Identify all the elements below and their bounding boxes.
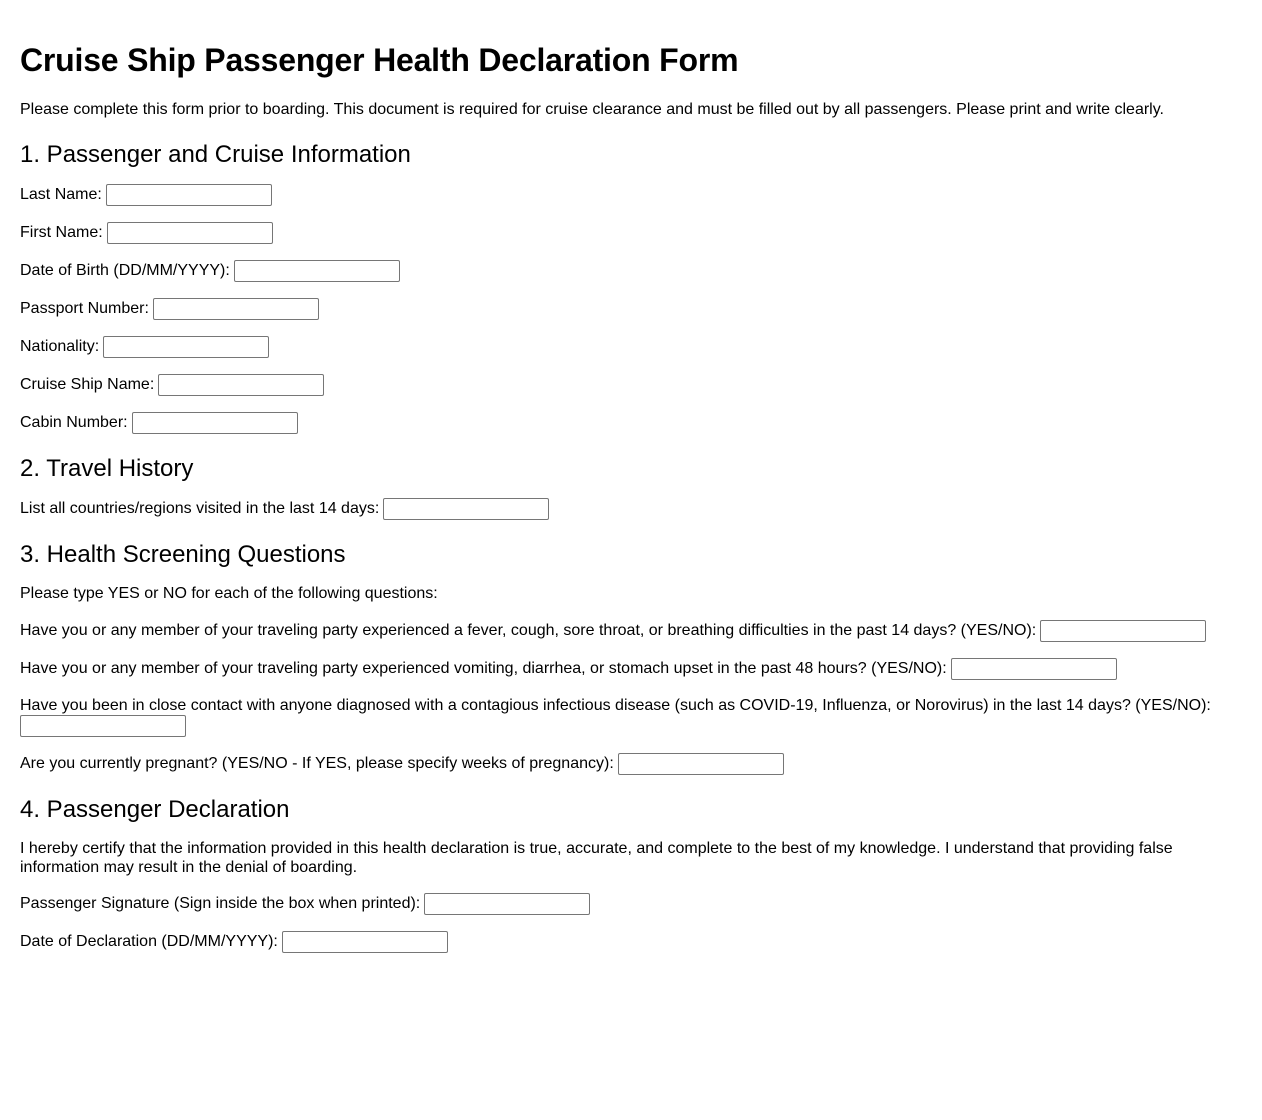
nationality-input[interactable]	[103, 336, 269, 358]
last-name-label: Last Name:	[20, 186, 102, 204]
last-name-input[interactable]	[106, 184, 272, 206]
section-health-screening-heading: 3. Health Screening Questions	[20, 541, 346, 568]
section-passenger-info-heading: 1. Passenger and Cruise Information	[20, 141, 411, 168]
first-name-row	[20, 222, 1242, 244]
signature-label: Passenger Signature (Sign inside the box when printed):	[20, 895, 421, 913]
passport-number-row	[20, 298, 1242, 320]
cruise-ship-name-label: Cruise Ship Name:	[20, 376, 155, 394]
close-contact-question-input[interactable]	[20, 715, 186, 737]
countries-visited-label: List all countries/regions visited in the last 14 days:	[20, 500, 380, 518]
fever-question-input[interactable]	[1040, 620, 1206, 642]
countries-visited-row	[20, 498, 1242, 520]
nationality-label: Nationality:	[20, 338, 100, 356]
declaration-date-input[interactable]	[282, 931, 448, 953]
form-intro: Please complete this form prior to boarding. This document is required for cruise clearance and must be filled out by all passengers. Please print and write clearly.	[20, 101, 1164, 118]
date-of-birth-row	[20, 260, 1242, 282]
vomiting-question-row	[20, 658, 1242, 680]
vomiting-question-input[interactable]	[951, 658, 1117, 680]
signature-input[interactable]	[424, 893, 590, 915]
section-declaration-heading: 4. Passenger Declaration	[20, 796, 290, 823]
cabin-number-input[interactable]	[132, 412, 298, 434]
form-title: Cruise Ship Passenger Health Declaration Form	[20, 42, 739, 78]
pregnancy-question-label: Are you currently pregnant? (YES/NO - If YES, please specify weeks of pregnancy):	[20, 755, 614, 773]
passport-number-label: Passport Number:	[20, 300, 149, 318]
section-travel-history-heading: 2. Travel History	[20, 455, 194, 482]
close-contact-question-row	[20, 696, 1242, 737]
pregnancy-question-input[interactable]	[618, 753, 784, 775]
declaration-date-label: Date of Declaration (DD/MM/YYYY):	[20, 933, 278, 951]
declaration-date-row	[20, 931, 1242, 953]
first-name-label: First Name:	[20, 224, 103, 242]
last-name-row	[20, 184, 1242, 206]
cruise-ship-name-input[interactable]	[158, 374, 324, 396]
fever-question-label: Have you or any member of your traveling party experienced a fever, cough, sore throat, or breathing difficulties in the past 14 days? (YES/NO):	[20, 622, 1037, 640]
signature-row	[20, 893, 1242, 915]
close-contact-question-label: Have you been in close contact with anyone diagnosed with a contagious infectious disease (such as COVID-19, Influenza, or Norovirus) in the last 14 days? (YES/NO):	[20, 697, 1211, 714]
date-of-birth-label: Date of Birth (DD/MM/YYYY):	[20, 262, 230, 280]
first-name-input[interactable]	[107, 222, 273, 244]
cabin-number-label: Cabin Number:	[20, 414, 128, 432]
date-of-birth-input[interactable]	[234, 260, 400, 282]
countries-visited-input[interactable]	[383, 498, 549, 520]
health-screening-instruction: Please type YES or NO for each of the following questions:	[20, 585, 438, 602]
nationality-row	[20, 336, 1242, 358]
cruise-ship-name-row	[20, 374, 1242, 396]
passport-number-input[interactable]	[153, 298, 319, 320]
fever-question-row	[20, 620, 1242, 642]
pregnancy-question-row	[20, 753, 1242, 775]
declaration-certification-text: I hereby certify that the information provided in this health declaration is true, accurate, and complete to the best of my knowledge. I understand that providing false information may result in the denial of boarding.	[20, 840, 1173, 876]
vomiting-question-label: Have you or any member of your traveling party experienced vomiting, diarrhea, or stomach upset in the past 48 hours? (YES/NO):	[20, 660, 947, 678]
cabin-number-row	[20, 412, 1242, 434]
